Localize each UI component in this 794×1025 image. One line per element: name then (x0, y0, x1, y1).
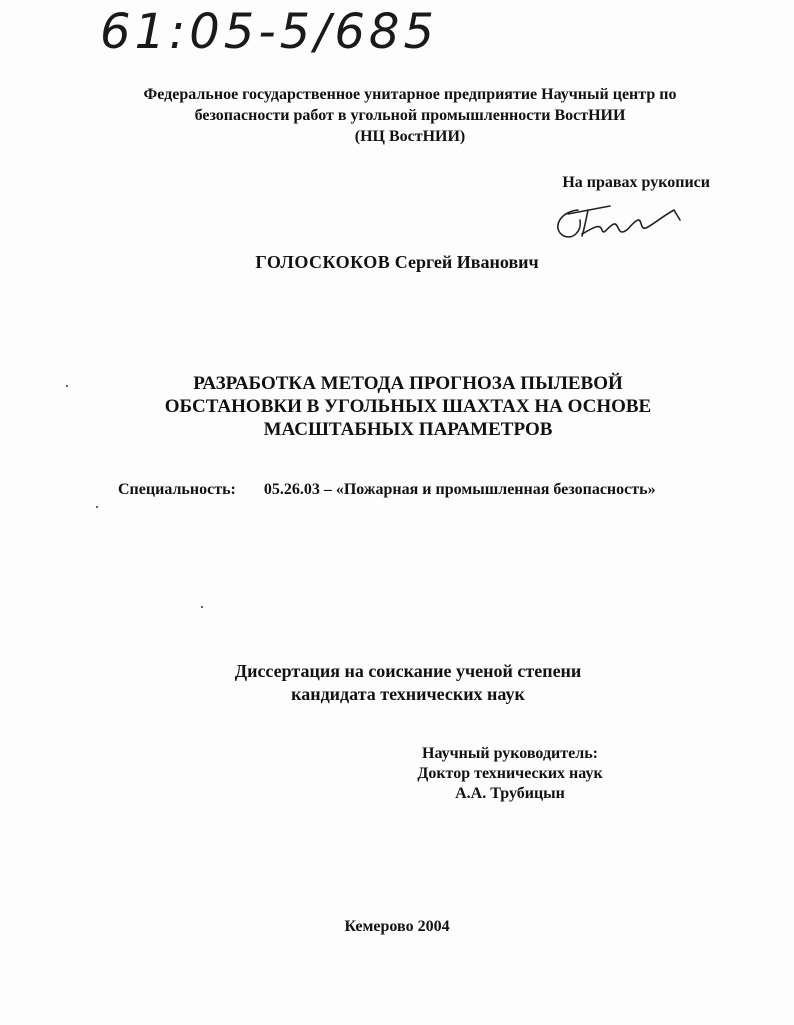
supervisor-block (380, 744, 640, 804)
signature-icon (548, 196, 688, 246)
title-line-2: ОБСТАНОВКИ В УГОЛЬНЫХ ШАХТАХ НА ОСНОВЕ (164, 396, 652, 417)
organization-line-2: безопасности работ в угольной промышленности ВостНИИ (194, 107, 626, 124)
author-given-names: Сергей Иванович (394, 252, 539, 272)
handwritten-catalog-number (100, 2, 460, 64)
specialty-line (118, 481, 656, 499)
specialty-value: 05.26.03 – «Пожарная и промышленная безопасность» (263, 481, 656, 498)
specialty-label: Специальность: (118, 481, 236, 498)
title-line-3: МАСШТАБНЫХ ПАРАМЕТРОВ (263, 419, 553, 440)
supervisor-name: А.А. Трубицын (455, 785, 565, 802)
degree-line-1: Диссертация на соискание ученой степени (234, 661, 582, 681)
supervisor-label: Научный руководитель: (422, 745, 598, 762)
author-surname: ГОЛОСКОКОВ (255, 252, 391, 272)
organization-line-1: Федеральное государственное унитарное предприятие Научный центр по (143, 86, 677, 103)
scan-speck (201, 606, 203, 608)
degree-line-2: кандидата технических наук (291, 684, 525, 704)
scan-speck (66, 385, 68, 387)
organization-block (60, 84, 760, 147)
title-line-1: РАЗРАБОТКА МЕТОДА ПРОГНОЗА ПЫЛЕВОЙ (193, 373, 623, 394)
organization-line-3: (НЦ ВостНИИ) (354, 128, 466, 145)
degree-statement (60, 660, 756, 706)
manuscript-rights-note: На правах рукописи (562, 174, 710, 191)
city-year: Кемерово 2004 (344, 918, 450, 935)
scan-speck (96, 506, 98, 508)
supervisor-degree: Доктор технических наук (417, 765, 603, 782)
catalog-number-text: 61:05-5/685 (100, 4, 438, 60)
author-name (0, 252, 794, 273)
dissertation-title (60, 372, 756, 441)
